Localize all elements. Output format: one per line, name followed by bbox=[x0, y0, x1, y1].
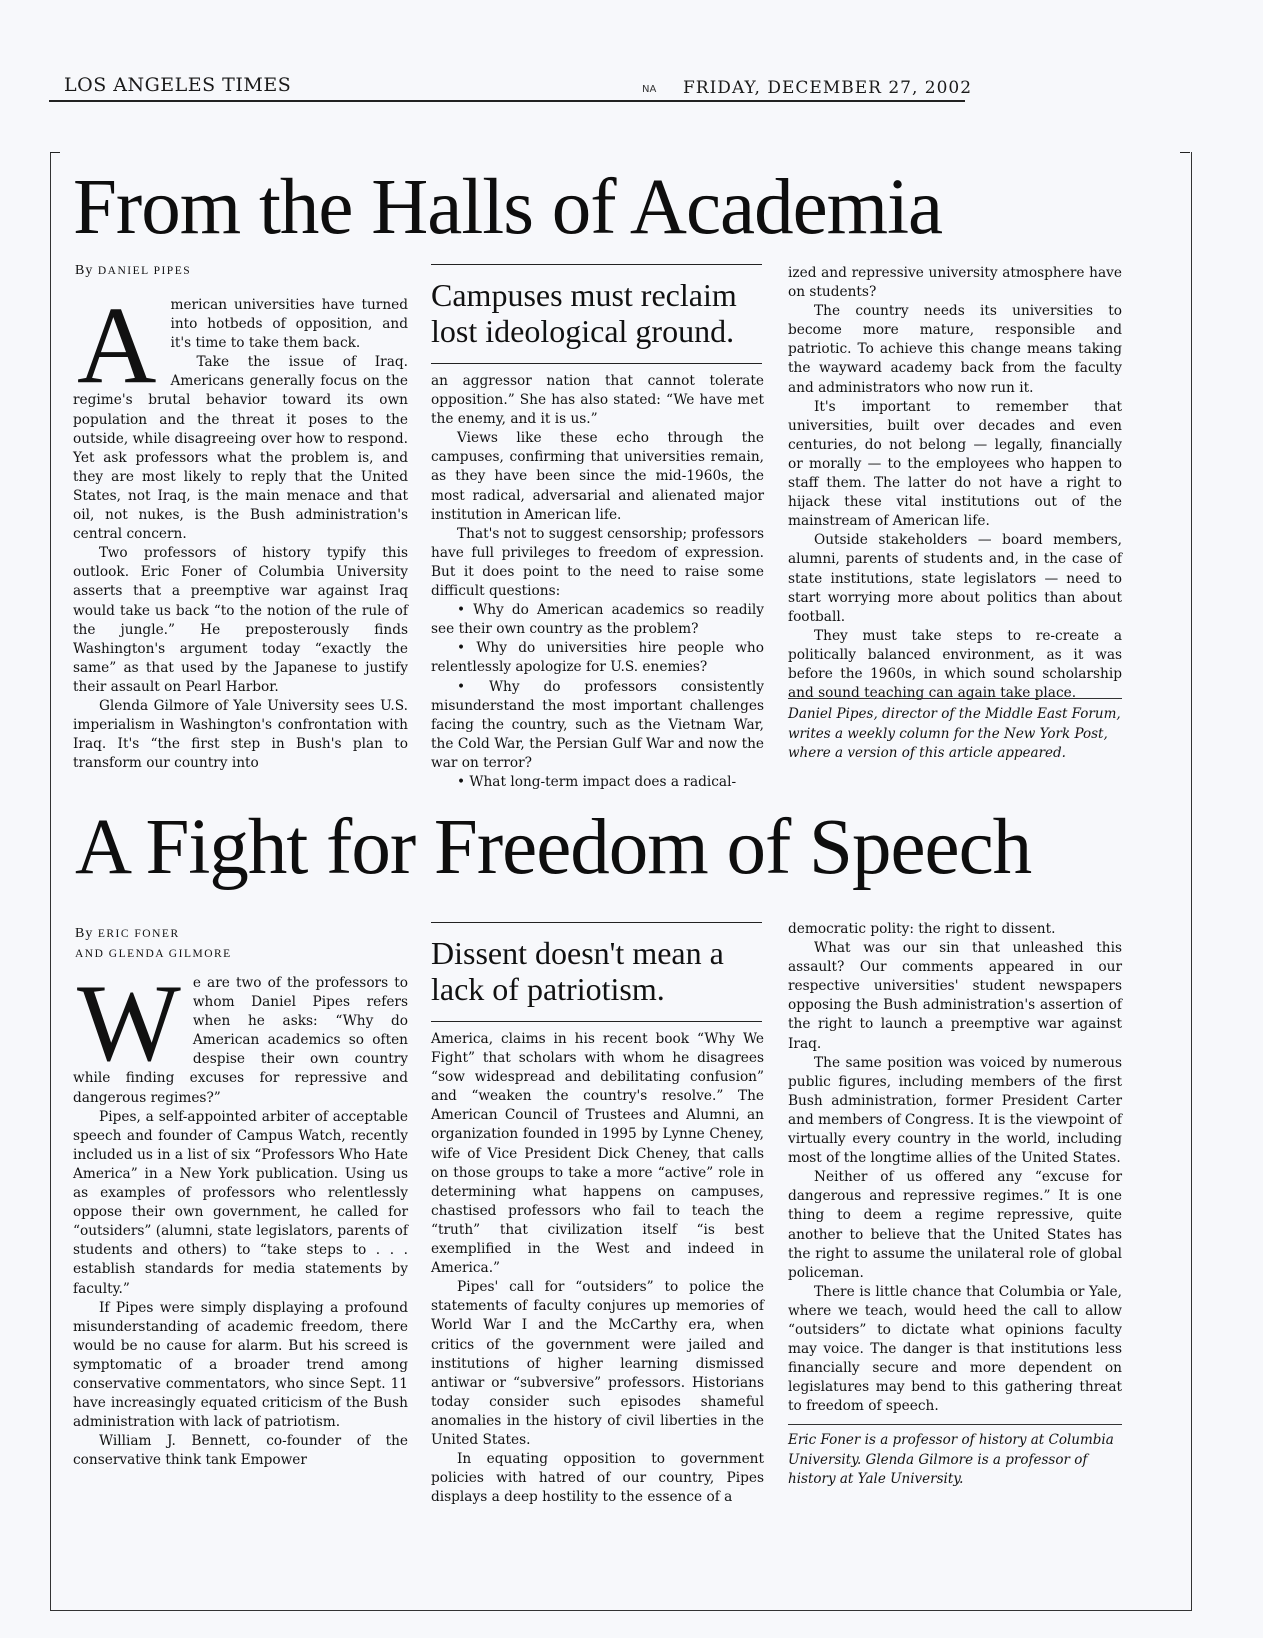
paragraph: There is little chance that Columbia or Yale, where we teach, would heed the call to allow “outsiders” to dictate what opinions faculty may voice. The danger is that institutions less financially secure and more dependent on legislatures may bend to this gathering threat to freedom of speech. bbox=[788, 1283, 1122, 1415]
paragraph: Views like these echo through the campuses, confirming that universities remain, as they have been since the mid-1960s, the most radical, adversarial and alienated major institution in American life. bbox=[431, 430, 764, 523]
paragraph: Pipes' call for “outsiders” to police the statements of faculty conjures up memories of World War I and the McCarthy era, when critics of the government were jailed and institutions of higher learning dismissed antiwar or “subversive” professors. Historians today consider such episodes shameful anomalies in the history of civil liberties in the United States. bbox=[431, 1279, 764, 1448]
byline-author: DANIEL PIPES bbox=[97, 265, 192, 277]
paragraph: Two professors of history typify this outlook. Eric Foner of Columbia University asserts that a preemptive war against Iraq would take us back “to the notion of the rule of the jungle.” He preposterously finds Washington's argument today “exactly the same” as that used by the Japanese to justify their assault on Pearl Harbor. bbox=[73, 545, 408, 695]
paragraph: an aggressor nation that cannot tolerate opposition.” She has also stated: “We have met the enemy, and it is us.” bbox=[431, 373, 764, 428]
article1-author-bio: Daniel Pipes, director of the Middle East Forum, writes a weekly column for the New York Post, where a version of this article appeared. bbox=[788, 698, 1122, 764]
article1-column-1 bbox=[73, 284, 408, 773]
article1-dropcap: A bbox=[77, 284, 157, 406]
paragraph: ized and repressive university atmosphere have on students? bbox=[788, 265, 1122, 301]
byline-author-1: ERIC FONER bbox=[97, 928, 180, 940]
paragraph: It's important to remember that universities, built over decades and even centuries, do not belong — legally, financially or morally — to the employees who happen to staff them. The latter do not have a right to hijack these vital institutions out of the mainstream of American life. bbox=[788, 398, 1122, 530]
bullet-item: • Why do universities hire people who relentlessly apologize for U.S. enemies? bbox=[431, 640, 764, 676]
paragraph: Glenda Gilmore of Yale University sees U.S. imperialism in Washington's confrontation with Iraq. It's “the first step in Bush's plan to transform our country into bbox=[73, 697, 408, 772]
paragraph: The country needs its universities to become more mature, responsible and patriotic. To achieve this change means taking the wayward academy back from the faculty and administrators who now run it. bbox=[788, 303, 1122, 396]
paragraph: William J. Bennett, co-founder of the conservative think tank Empower bbox=[73, 1433, 408, 1469]
article2-column-1 bbox=[73, 962, 408, 1470]
edition-label: NA bbox=[642, 84, 657, 95]
article2-deck: Dissent doesn't mean a lack of patriotism. bbox=[431, 922, 762, 1022]
frame-top-left bbox=[50, 152, 60, 153]
article2-dropcap: W bbox=[77, 962, 181, 1084]
article2-headline: A Fight for Freedom of Speech bbox=[75, 804, 1032, 891]
article2-column-2 bbox=[431, 1030, 764, 1507]
article1-column-2 bbox=[431, 372, 764, 792]
paragraph: merican universities have turned into hotbeds of opposition, and it's time to take them back. bbox=[170, 297, 408, 352]
frame-top-right bbox=[1180, 152, 1190, 153]
article2-column-3 bbox=[788, 920, 1122, 1416]
paragraph: democratic polity: the right to dissent. bbox=[788, 921, 1056, 937]
byline-by: By bbox=[75, 926, 94, 941]
issue-date: FRIDAY, DECEMBER 27, 2002 bbox=[683, 78, 973, 98]
article1-column-3 bbox=[788, 264, 1122, 703]
article2-byline bbox=[75, 924, 232, 964]
paragraph: The same position was voiced by numerous public figures, including members of the first Bush administration, former President Carter and members of Congress. It is the viewpoint of virtually every country in the world, including most of the longtime allies of the United States. bbox=[788, 1054, 1122, 1167]
bullet-item: • Why do American academics so readily see their own country as the problem? bbox=[431, 602, 764, 638]
paragraph: Neither of us offered any “excuse for dangerous and repressive regimes.” It is one thing to deem a regime repressive, quite another to believe that the United States has the right to assume the unilateral role of global policeman. bbox=[788, 1169, 1122, 1281]
paragraph: What was our sin that unleashed this assault? Our comments appeared in our respective universities' student newspapers opposing the Bush administration's assertion of the right to launch a preemptive war against Iraq. bbox=[788, 940, 1122, 1052]
paragraph: They must take steps to re-create a politically balanced environment, as it was before the 1960s, in which sound scholarship and sound teaching can again take place. bbox=[788, 627, 1122, 702]
paragraph: In equating opposition to government policies with hatred of our country, Pipes displays a deep hostility to the essence of a bbox=[431, 1451, 764, 1506]
bullet-item: • Why do professors consistently misunderstand the most important challenges facing the country, such as the Vietnam War, the Cold War, the Persian Gulf War and now the war on terror? bbox=[431, 678, 764, 771]
paragraph: Pipes, a self-appointed arbiter of acceptable speech and founder of Campus Watch, recently included us in a list of six “Professors Who Hate America” in a New York publication. Using us as examples of professors who relentlessly oppose their own government, he called for “outsiders” (alumni, state legislators, parents of students and others) to “take steps to . . . establish standards for media statements by faculty.” bbox=[73, 1108, 408, 1297]
article2-author-bio: Eric Foner is a professor of history at Columbia University. Glenda Gilmore is a professor of history at Yale University. bbox=[788, 1424, 1122, 1490]
masthead-rule bbox=[49, 100, 965, 102]
paragraph: e are two of the professors to whom Daniel Pipes refers when he asks: “Why do American academics so often despise their own country while finding excuses for repressive and dangerous regimes?” bbox=[73, 975, 408, 1106]
article1-headline: From the Halls of Academia bbox=[73, 164, 943, 251]
paragraph: If Pipes were simply displaying a profound misunderstanding of academic freedom, there would be no cause for alarm. But his screed is symptomatic of a broader trend among conservative commentators, who since Sept. 11 have increasingly equated criticism of the Bush administration with lack of patriotism. bbox=[73, 1299, 408, 1431]
bullet-item: • What long-term impact does a radical- bbox=[457, 773, 737, 790]
article1-byline bbox=[75, 263, 191, 279]
paragraph: Take the issue of Iraq. Americans generally focus on the regime's brutal behavior toward its own population and the threat it poses to the outside, while disagreeing over how to respond. Yet ask professors what the problem is, and they are most likely to reply that the United States, not Iraq, is the main menace and that oil, not nukes, is the Bush administration's central concern. bbox=[73, 354, 408, 543]
paragraph: Outside stakeholders — board members, alumni, parents of students and, in the case of state institutions, state legislators — need to start worrying more about politics than about football. bbox=[788, 532, 1122, 625]
byline-and: AND bbox=[75, 948, 105, 960]
paragraph: America, claims in his recent book “Why We Fight” that scholars with whom he disagrees “sow widespread and debilitating confusion” and “weaken the country's resolve.” The American Council of Trustees and Alumni, an organization founded in 1995 by Lynne Cheney, wife of Vice President Dick Cheney, that calls on those groups to take a more “active” role in determining what happens on campuses, chastised professors who fail to teach the “truth” that civilization itself “is best exemplified in the West and indeed in America.” bbox=[431, 1031, 764, 1277]
byline-author-2: GLENDA GILMORE bbox=[108, 948, 232, 960]
article1-deck: Campuses must reclaim lost ideological ground. bbox=[431, 264, 762, 364]
newspaper-name: LOS ANGELES TIMES bbox=[64, 74, 292, 96]
byline-by: By bbox=[75, 263, 94, 278]
paragraph: That's not to suggest censorship; professors have full privileges to freedom of expression. But it does point to the need to raise some difficult questions: bbox=[431, 525, 764, 600]
